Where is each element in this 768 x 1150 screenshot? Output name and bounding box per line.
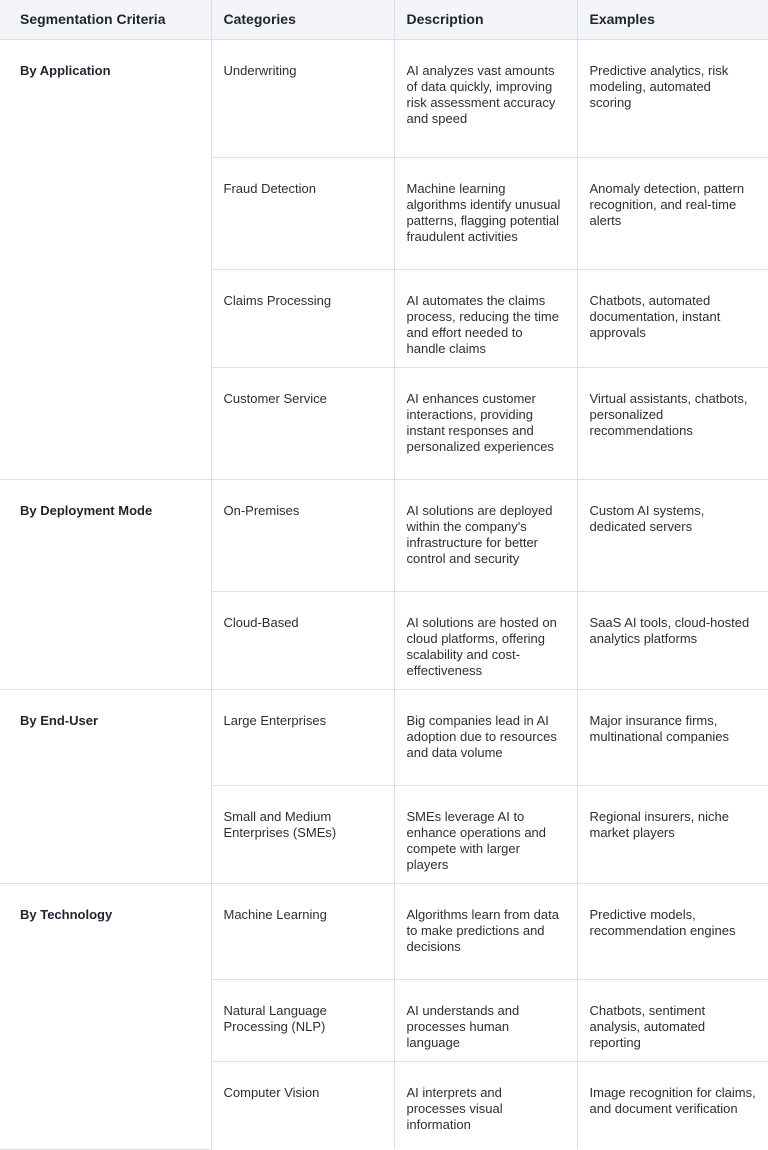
examples-cell: Anomaly detection, pattern recognition, and real-time alerts — [577, 157, 768, 269]
header-description: Description — [394, 0, 577, 39]
description-cell: Machine learning algorithms identify unusual patterns, flagging potential fraudulent activities — [394, 157, 577, 269]
examples-cell: Custom AI systems, dedicated servers — [577, 479, 768, 591]
table-row — [0, 689, 768, 785]
table-row — [0, 883, 768, 979]
examples-cell: Predictive analytics, risk modeling, automated scoring — [577, 39, 768, 157]
examples-cell: SaaS AI tools, cloud-hosted analytics platforms — [577, 591, 768, 689]
category-cell: Customer Service — [211, 367, 394, 479]
category-cell: Large Enterprises — [211, 689, 394, 785]
description-cell: Algorithms learn from data to make predictions and decisions — [394, 883, 577, 979]
examples-cell: Chatbots, sentiment analysis, automated reporting — [577, 979, 768, 1061]
category-cell: Fraud Detection — [211, 157, 394, 269]
criteria-cell: By Technology — [0, 883, 211, 1149]
table-body — [0, 39, 768, 1149]
category-cell: Claims Processing — [211, 269, 394, 367]
category-cell: Machine Learning — [211, 883, 394, 979]
description-cell: AI automates the claims process, reducing the time and effort needed to handle claims — [394, 269, 577, 367]
header-segmentation-criteria: Segmentation Criteria — [0, 0, 211, 39]
category-cell: Small and Medium Enterprises (SMEs) — [211, 785, 394, 883]
category-cell: Cloud-Based — [211, 591, 394, 689]
description-cell: Big companies lead in AI adoption due to resources and data volume — [394, 689, 577, 785]
examples-cell: Predictive models, recommendation engines — [577, 883, 768, 979]
table-header — [0, 0, 768, 39]
category-cell: Natural Language Processing (NLP) — [211, 979, 394, 1061]
category-cell: Computer Vision — [211, 1061, 394, 1149]
description-cell: AI solutions are deployed within the company's infrastructure for better control and security — [394, 479, 577, 591]
examples-cell: Regional insurers, niche market players — [577, 785, 768, 883]
examples-cell: Image recognition for claims, and document verification — [577, 1061, 768, 1149]
category-cell: Underwriting — [211, 39, 394, 157]
description-cell: AI solutions are hosted on cloud platforms, offering scalability and cost-effectiveness — [394, 591, 577, 689]
description-cell: AI enhances customer interactions, providing instant responses and personalized experiences — [394, 367, 577, 479]
examples-cell: Chatbots, automated documentation, instant approvals — [577, 269, 768, 367]
criteria-cell: By Deployment Mode — [0, 479, 211, 689]
category-cell: On-Premises — [211, 479, 394, 591]
header-examples: Examples — [577, 0, 768, 39]
examples-cell: Major insurance firms, multinational companies — [577, 689, 768, 785]
header-row — [0, 0, 768, 39]
header-categories: Categories — [211, 0, 394, 39]
description-cell: SMEs leverage AI to enhance operations and compete with larger players — [394, 785, 577, 883]
table-row — [0, 39, 768, 157]
criteria-cell: By End-User — [0, 689, 211, 883]
criteria-cell: By Application — [0, 39, 211, 479]
description-cell: AI understands and processes human language — [394, 979, 577, 1061]
description-cell: AI interprets and processes visual information — [394, 1061, 577, 1149]
table-row — [0, 479, 768, 591]
examples-cell: Virtual assistants, chatbots, personalized recommendations — [577, 367, 768, 479]
description-cell: AI analyzes vast amounts of data quickly, improving risk assessment accuracy and speed — [394, 39, 577, 157]
